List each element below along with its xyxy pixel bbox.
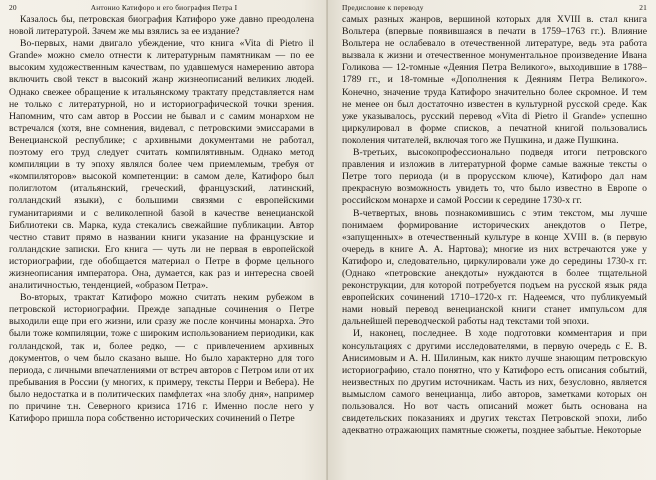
right-running-head	[328, 3, 656, 13]
paragraph: Во-первых, нами двигало убеждение, что книга «Vita di Pietro il Grande» можно смело отнести к литературным памятникам — по ее высоким художественным качествам, по удавшемуся намерению автора включить свой текст в высокий жанр жизнеописаний великих людей. Однако свежее обращение к итальянскому трактату представляется нам не только с литературной, но и историографической точки зрения. Напомним, что сам автор в России не бывал и с самим монархом не встречался (хотя, вне сомнения, видевал, с петровскими эмиссарами в Венецианской республике; с архивными документами не работал, поэтому его труд следует считать компилятивным. Однако метод компиляции в ту эпоху являлся более чем приемлемым, требуя от «компиляторов» высокой компетенции: в самом деле, Катифоро был полиглотом (итальянский, греческий, французский, латинский, голландский языки), с большими связями с европейскими гуманитариями и с великолепной базой в качестве венецианской Библиотеки св. Марка, куда стекались свежайшие публикации. Автор честно ставит прямо в названии книги указание на французские и голландские записки. Его книга — чуть ли не первая в европейской историографии, где обобщается материал о Петре в форме цельного жизнеописания императора. Она, думается, как раз и интересна своей аналитичностью, тенденцией, «образом Петра».	[9, 38, 314, 292]
left-page-number: 20	[9, 3, 17, 12]
paragraph: Во-вторых, трактат Катифоро можно считать неким рубежом в петровской историографии. Прежде западные сочинения о Петре выходили еще при его жизни, или сразу же после кончины монарха. Это были тоже компиляции, тоже с широким использованием периодики, как голландской, так и, более редко, — с привлечением архивных документов, о чем было сказано выше. Но было характерно для того периода, с личными впечатлениями от встреч авторов с Петром или от их пребывания в России (у многих, к примеру, тексты Перри и Вебера). Не было недостатка и в политических памфлетах «на злобу дня», например по причине т.н. Северного кризиса 1716 г. Именно после него у Катифоро пришла пора собственно исторических сочинений о Петре	[9, 292, 314, 425]
paragraph: самых разных жанров, вершиной которых для XVIII в. стал книга Вольтера (впервые появившаяся в печати в 1759–1763 гг.). Влияние Вольтера не ослабевало в отечественной литературе, ведь эта работа вызвала к жизни и отечественное монументальное произведение Ивана Голикова — 12-томные «Деяния Петра Великого», выходившие в 1788–1789 гг., и 18-томные «Дополнения к Деяниям Петра Великого». Конечно, значение труда Катифоро значительно более скромное. И тем не менее он был достаточно известен в культурной русской среде. Как уже указывалось, русский перевод «Vita di Pietro il Grande» успешно циркулировал в форме списков, а печатной книгой пользовались поколения читателей, включая того же Пушкина, и даже Пушкина.	[342, 14, 647, 146]
right-running-title: Предисловие к переводу	[342, 3, 424, 12]
left-page-text	[9, 14, 314, 425]
right-page-number: 21	[639, 3, 647, 12]
left-running-title: Антонио Катифоро и его биография Петра I	[90, 3, 238, 12]
paragraph: И, наконец, последнее. В ходе подготовки комментария и при консультациях с другими исследователями, в первую очередь с Е. В. Анисимовым и А. Н. Шилиным, как никто лучше знающим петровскую историографию, стало понятно, что у Катифоро есть описания событий, неизвестных по другим источникам. Часть из них, безусловно, является вымыслом самого венецианца, либо авторов, заметками которых он пользовался. Но вот часть описаний может быть основана на свидетельских показаниях и других текстах Петровской эпохи, либо адекватно отражающих памятные сюжеты, позднее забытые. Некоторые	[342, 328, 647, 437]
right-page-text	[342, 14, 647, 437]
paragraph: Казалось бы, петровская биография Катифоро уже давно преодолена новой литературой. Зачем же мы взялись за ее издание?	[9, 14, 314, 38]
right-page	[328, 0, 656, 480]
paragraph: В-четвертых, вновь познакомившись с этим текстом, мы лучше понимаем формирование исторических анекдотов о Петре, «запущенных» в отечественный культуре в конце XVIII в. (в первую очередь в книге А. А. Нартова); многие из них встречаются уже у Катифоро и, следовательно, циркулировали уже до середины 1730-х гг. (Однако «петровские анекдоты» нуждаются в более тщательной реконструкции, для которой потребуется подъем на русской язык ряда европейских сочинений 1710–1720-х гг. Надеемся, что публикуемый нами новый перевод венецианской книги станет импульсом для дальнейшей переводческой работы над текстами той эпохи.	[342, 207, 647, 328]
paragraph: В-третьих, высокопрофессионально подведя итоги петровского правления и изложив в литературной форме самые важные тексты о Петре того периода (и в прорусском ключе), Катифоро дал нам прекрасную возможность увидеть то, что было известно в Европе о российском монархе и самой России к середине 1730-х гг.	[342, 147, 647, 207]
left-running-head	[0, 3, 328, 13]
